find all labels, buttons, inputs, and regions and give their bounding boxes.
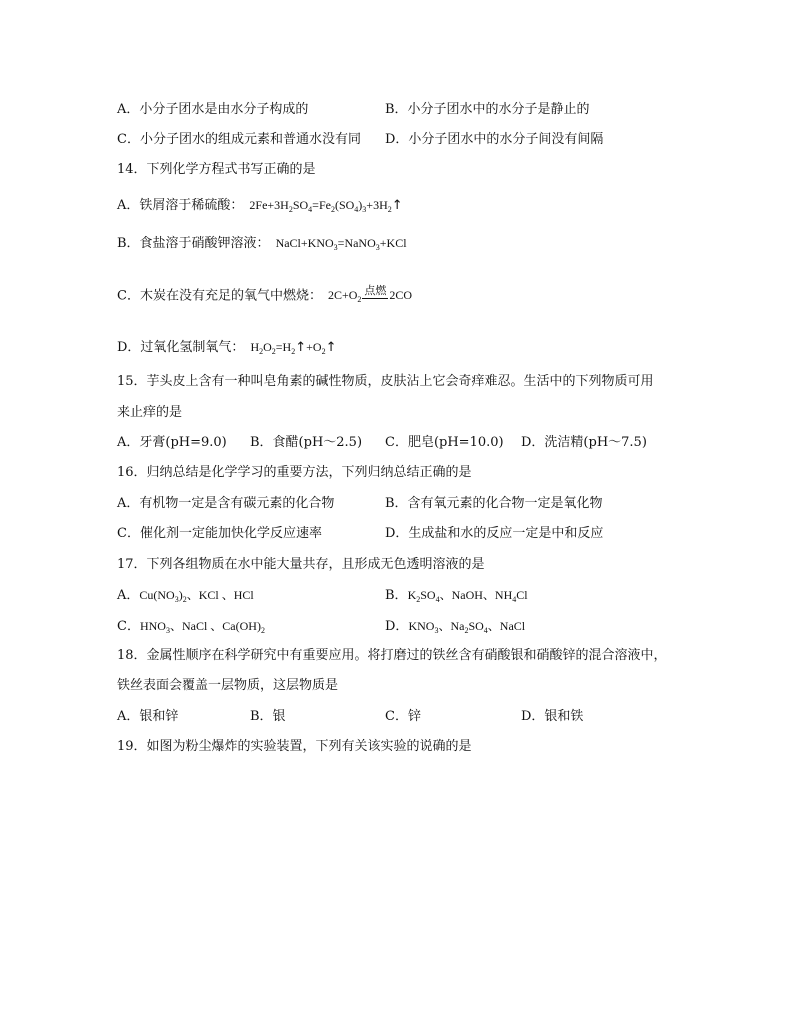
q14-option-b[interactable]	[117, 234, 407, 253]
q16-option-c[interactable]: C．催化剂一定能加快化学反应速率	[117, 526, 322, 541]
q14-option-d-label: D．过氧化氢制氧气：	[117, 340, 245, 355]
q14-stem: 14．下列化学方程式书写正确的是	[117, 162, 316, 177]
q15-option-d[interactable]: D．洗洁精(pH～7.5)	[521, 435, 647, 450]
ignite-condition: 点燃	[364, 285, 387, 297]
q18-option-b[interactable]: B．银	[250, 709, 286, 724]
q14-option-a-equation: $2Fe+3H_2SO_4=Fe_2(SO_4)_3+3H_2↑$	[249, 198, 403, 214]
q13-option-b[interactable]: B．小分子团水中的水分子是静止的	[385, 102, 590, 117]
q15-option-b[interactable]: B．食醋(pH～2.5)	[250, 435, 363, 450]
q13-option-a[interactable]: A．小分子团水是由水分子构成的	[117, 102, 309, 117]
q18-stem-line2: 铁丝表面会覆盖一层物质，这层物质是	[117, 678, 339, 693]
q14-option-d-equation: $H_2O_2=H_2↑+O_2↑$	[250, 340, 337, 356]
q14-option-d[interactable]	[117, 338, 336, 357]
q14-option-b-label: B．食盐溶于硝酸钾溶液：	[117, 236, 270, 251]
q14-option-b-equation: $NaCl+KNO_3=NaNO_3+KCl$	[275, 236, 407, 252]
q14-option-c-label: C．木炭在没有充足的氧气中燃烧：	[117, 288, 322, 304]
q15-stem-line1: 15．芋头皮上含有一种叫皂角素的碱性物质，皮肤沾上它会奇痒难忍。生活中的下列物质可用	[117, 374, 654, 389]
q14-option-c[interactable]	[117, 286, 412, 307]
q18-option-a[interactable]: A．银和锌	[117, 709, 179, 724]
q15-option-a[interactable]: A．牙膏(pH=9.0)	[117, 435, 227, 450]
q15-stem-line2: 来止痒的是	[117, 405, 183, 420]
q18-option-d[interactable]: D．银和铁	[521, 709, 584, 724]
q14-option-a[interactable]	[117, 196, 403, 215]
q17-option-a[interactable]: A．$Cu(NO_3)_2$、KCl 、HCl	[117, 588, 254, 604]
q13-option-d[interactable]: D．小分子团水中的水分子间没有间隔	[385, 132, 604, 147]
q17-option-d[interactable]: D．$KNO_3$、$Na_2SO_4$、NaCl	[385, 619, 526, 635]
q13-option-c[interactable]: C．小分子团水的组成元素和普通水没有同	[117, 132, 361, 147]
q17-option-b[interactable]: B．$K_2SO_4$、NaOH、$NH_4Cl$	[385, 588, 528, 604]
q14-option-a-label: A．铁屑溶于稀硫酸：	[117, 198, 244, 213]
q16-option-b[interactable]: B．含有氧元素的化合物一定是氧化物	[385, 496, 603, 511]
q18-stem-line1: 18．金属性顺序在科学研究中有重要应用。将打磨过的铁丝含有硝酸银和硝酸锌的混合溶液中，	[117, 648, 667, 663]
q15-option-c[interactable]: C．肥皂(pH=10.0)	[385, 435, 504, 450]
q16-option-a[interactable]: A．有机物一定是含有碳元素的化合物	[117, 496, 335, 511]
q19-stem: 19．如图为粉尘爆炸的实验装置，下列有关该实验的说确的是	[117, 739, 472, 754]
q17-stem: 17．下列各组物质在水中能大量共存，且形成无色透明溶液的是	[117, 557, 485, 572]
q16-option-d[interactable]: D．生成盐和水的反应一定是中和反应	[385, 526, 604, 541]
q16-stem: 16．归纳总结是化学学习的重要方法，下列归纳总结正确的是	[117, 465, 472, 480]
q17-option-c[interactable]: C．$HNO_3$、NaCl 、$Ca(OH)_2$	[117, 619, 265, 635]
q14-option-c-equation: $2C+O_2$ 点燃 2CO	[328, 288, 412, 302]
q18-option-c[interactable]: C．锌	[385, 709, 421, 724]
